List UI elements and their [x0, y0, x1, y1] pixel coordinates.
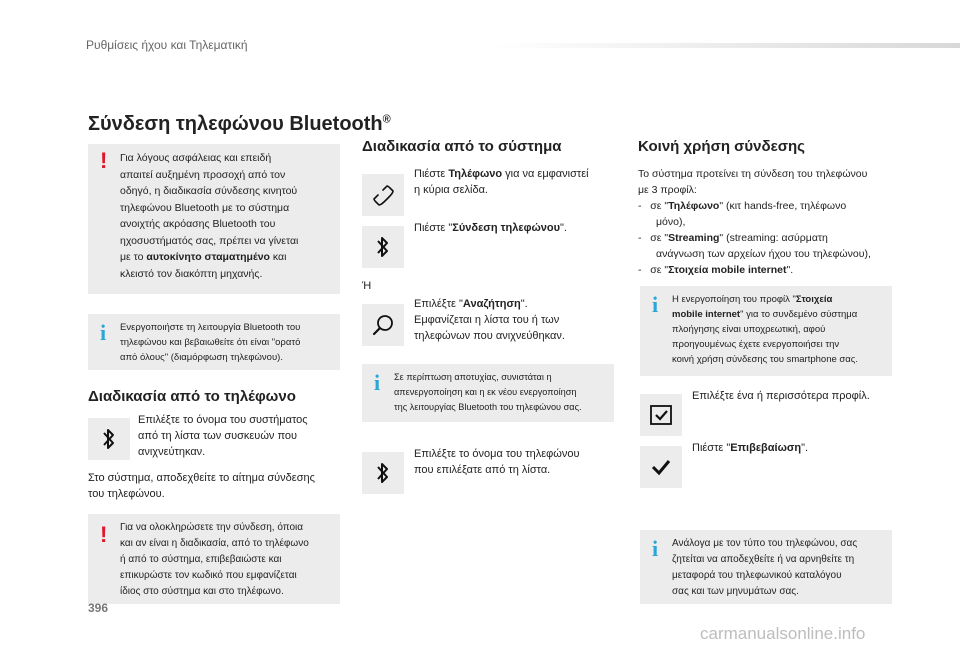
warning-icon: !: [100, 148, 108, 173]
warning-icon: !: [100, 522, 108, 547]
info-box-bluetooth: i Ενεργοποιήστε τη λειτουργία Bluetooth του τηλεφώνου και βεβαιωθείτε ότι είναι "ορατό από όλους" (διαμόρφωση τηλεφώνου).: [88, 314, 340, 370]
info-icon: i: [652, 292, 659, 317]
profiles-intro: Το σύστημα προτείνει τη σύνδεση του τηλεφώνου: [638, 168, 868, 180]
search-icon: [370, 312, 396, 338]
profile-item-streaming: - σε "Streaming" (streaming: ασύρματη: [638, 232, 828, 244]
step-select-system: Επιλέξτε το όνομα του συστήματος: [138, 414, 308, 426]
info-text: Ανάλογα με τον τύπο του τηλεφώνου, σας: [672, 538, 858, 549]
header-divider: [490, 43, 960, 48]
step-select-profiles: Επιλέξτε ένα ή περισσότερα προφίλ.: [692, 390, 870, 402]
info-icon: i: [652, 536, 659, 561]
info-text: Η ενεργοποίηση του προφίλ "Στοιχεία: [672, 294, 833, 305]
section-title-phone: Διαδικασία από το τηλέφωνο: [88, 388, 296, 405]
search-icon-box: [362, 304, 404, 346]
profile-item-phone: - σε "Τηλέφωνο" (κιτ hands-free, τηλέφωνο: [638, 200, 847, 212]
step-press-connect: Πιέστε "Σύνδεση τηλεφώνου".: [414, 222, 567, 234]
info-icon: i: [100, 320, 107, 345]
accept-request-text: Στο σύστημα, αποδεχθείτε το αίτημα σύνδεσης: [88, 472, 315, 484]
phone-icon: [371, 183, 395, 207]
warning-box-confirm: ! Για να ολοκληρώσετε την σύνδεση, όποια και αν είναι η διαδικασία, από το τηλέφωνο ή από το σύστημα, επιβεβαιώστε και επικυρώστε τον κωδικό που εμφανίζεται ίδιος στο σύστημα και στο τηλέφωνο.: [88, 514, 340, 604]
checkmark-icon: [650, 457, 672, 477]
step-press-phone: Πιέστε Τηλέφωνο για να εμφανιστεί: [414, 168, 589, 180]
bluetooth-icon-box: [88, 418, 130, 460]
info-text: Σε περίπτωση αποτυχίας, συνιστάται η: [394, 372, 552, 382]
step-confirm: Πιέστε "Επιβεβαίωση".: [692, 442, 809, 454]
info-box-failure: i Σε περίπτωση αποτυχίας, συνιστάται η απενεργοποίηση και η εκ νέου ενεργοποίηση της λειτουργίας Bluetooth του τηλεφώνου σας.: [362, 364, 614, 422]
info-box-internet: i Η ενεργοποίηση του προφίλ "Στοιχεία mobile internet" για το συνδεμένο σύστημα πλοήγησης είναι υποχρεωτική, αφού προηγουμένως έχετε ενεργοποιήσει την κοινή χρήση σύνδεσης του smartphone σας.: [640, 286, 892, 376]
header-title: Ρυθμίσεις ήχου και Τηλεματική: [86, 38, 248, 52]
bluetooth-icon: [375, 235, 391, 259]
checklist-icon: [649, 404, 673, 426]
profile-item-internet: - σε "Στοιχεία mobile internet".: [638, 264, 794, 276]
bluetooth-icon-box: [362, 226, 404, 268]
bluetooth-icon: [375, 461, 391, 485]
bluetooth-icon: [101, 427, 117, 451]
info-text: Ενεργοποιήστε τη λειτουργία Bluetooth του: [120, 322, 301, 333]
page-number: 396: [88, 601, 109, 615]
info-box-contacts: i Ανάλογα με τον τύπο του τηλεφώνου, σας ζητείται να αποδεχθείτε ή να αρνηθείτε τη μεταφορά του τηλεφωνικού καταλόγου σας και των μηνυμάτων σας.: [640, 530, 892, 604]
warning-text: Για να ολοκληρώσετε την σύνδεση, όποια: [120, 522, 304, 533]
step-select-phone: Επιλέξτε το όνομα του τηλεφώνου: [414, 448, 580, 460]
checklist-icon-box: [640, 394, 682, 436]
warning-text: Για λόγους ασφάλειας και επειδή: [120, 152, 272, 164]
watermark: carmanualsonline.info: [700, 624, 866, 643]
phone-icon-box: [362, 174, 404, 216]
bluetooth-icon-box: [362, 452, 404, 494]
checkmark-icon-box: [640, 446, 682, 488]
page-title: Σύνδεση τηλεφώνου Bluetooth®: [88, 113, 391, 135]
section-title-system: Διαδικασία από το σύστημα: [362, 138, 562, 155]
warning-box-safety: ! Για λόγους ασφάλειας και επειδή απαιτεί αυξημένη προσοχή από τον οδηγό, η διαδικασία σύνδεσης κινητού τηλεφώνου Bluetooth με το σύστημα ανοιχτής ακρόασης Bluetooth του ηχοσυστήματός σας, πρέπει να γίνεται με το αυτοκίνητο σταματημένο και κλειστό τον διακόπτη μηχανής.: [88, 144, 340, 294]
section-title-shared: Κοινή χρήση σύνδεσης: [638, 138, 805, 155]
info-icon: i: [374, 370, 381, 395]
or-text: Ή: [362, 280, 372, 292]
step-search: Επιλέξτε "Αναζήτηση".: [414, 298, 528, 310]
